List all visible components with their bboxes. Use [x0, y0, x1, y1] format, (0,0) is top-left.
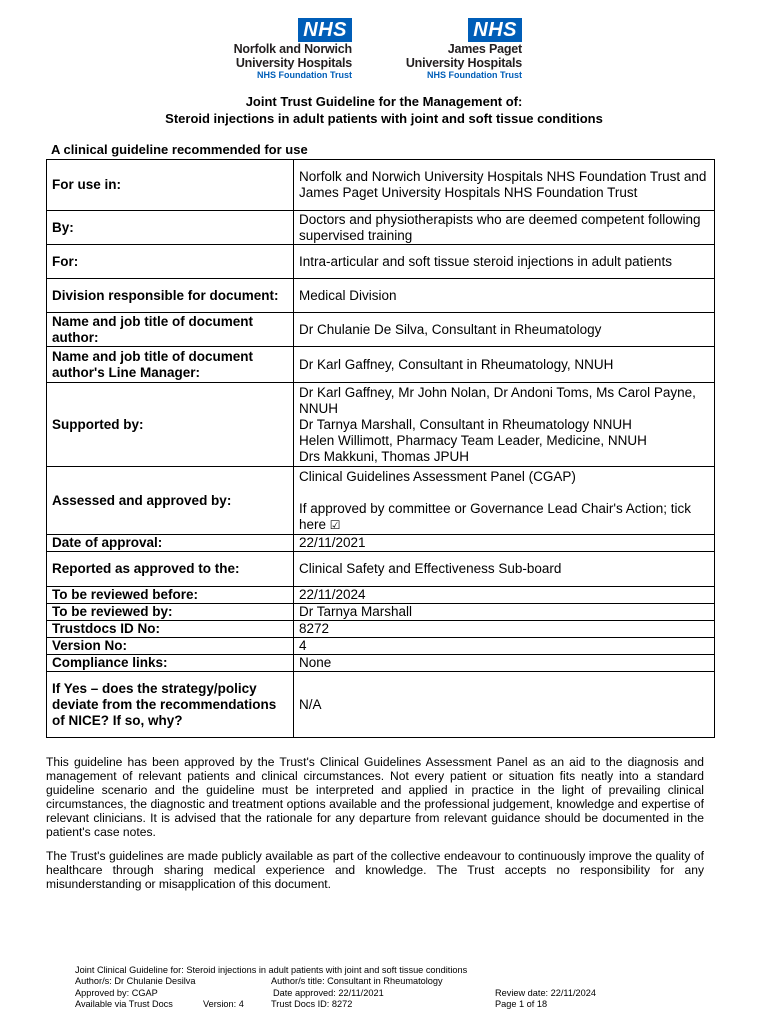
publication-paragraph: The Trust's guidelines are made publicly available as part of the collective endeavour to continuously improve the quality of healthcare through sharing medical experience and knowledge. The Trust accepts no responsibility for any misunderstanding or misapplication of this document. [46, 849, 704, 891]
table-row [47, 467, 715, 535]
row-value: Intra-articular and soft tissue steroid injections in adult patients [294, 245, 715, 279]
row-value: 22/11/2024 [294, 587, 715, 604]
row-label: Version No: [47, 638, 294, 655]
table-row [47, 552, 715, 587]
row-value: Medical Division [294, 279, 715, 313]
nhs-badge: NHS [468, 18, 522, 42]
row-label: For: [47, 245, 294, 279]
row-label: If Yes – does the strategy/policy deviate from the recommendations of NICE? If so, why? [47, 672, 294, 738]
row-value: 22/11/2021 [294, 535, 715, 552]
table-row [47, 535, 715, 552]
row-value [294, 467, 715, 535]
row-label: Trustdocs ID No: [47, 621, 294, 638]
table-row [47, 383, 715, 467]
row-value: N/A [294, 672, 715, 738]
footer-approved-by: Approved by: CGAP [75, 988, 158, 998]
row-value: None [294, 655, 715, 672]
nhs-badge: NHS [298, 18, 352, 42]
table-row [47, 672, 715, 738]
row-label: Name and job title of document author: [47, 313, 294, 347]
row-label: Supported by: [47, 383, 294, 467]
logo-trust-line: NHS Foundation Trust [257, 70, 352, 80]
footer-date-approved: Date approved: 22/11/2021 [273, 988, 384, 998]
row-value: Clinical Safety and Effectiveness Sub-board [294, 552, 715, 587]
table-row [47, 638, 715, 655]
table-row [47, 279, 715, 313]
footer-author-title: Author/s title: Consultant in Rheumatology [271, 976, 443, 986]
table-row [47, 347, 715, 383]
row-label: Assessed and approved by: [47, 467, 294, 535]
row-label: Name and job title of document author's Line Manager: [47, 347, 294, 383]
logo-org-line2: University Hospitals [235, 56, 352, 70]
table-row [47, 211, 715, 245]
table-row [47, 587, 715, 604]
disclaimer-paragraph: This guideline has been approved by the Trust's Clinical Guidelines Assessment Panel as an aid to the diagnosis and management of relevant patients and clinical circumstances. Not every patient or situation fits neatly into a standard guideline scenario and the guideline must be interpreted and applied in practice in the light of prevailing clinical circumstances, the diagnostic and treatment options available and the professional judgement, knowledge and expertise of relevant clinicians. It is advised that the rationale for any departure from relevant guidance should be documented in the patient's case notes. [46, 755, 704, 839]
jpuh-logo [382, 18, 522, 81]
row-value: 4 [294, 638, 715, 655]
row-value: Dr Tarnya Marshall [294, 604, 715, 621]
recommended-heading: A clinical guideline recommended for use [51, 142, 308, 157]
row-label: Date of approval: [47, 535, 294, 552]
approver-chair-text: If approved by committee or Governance Lead Chair's Action; tick here [299, 500, 692, 532]
supporter-line: Drs Makkuni, Thomas JPUH [299, 448, 470, 464]
approver-line: Clinical Guidelines Assessment Panel (CGAP) [299, 468, 576, 484]
logo-org-line1: James Paget [447, 42, 522, 56]
footer-authors: Author/s: Dr Chulanie Desilva [75, 976, 196, 986]
table-row [47, 604, 715, 621]
table-row [47, 621, 715, 638]
footer-version: Version: 4 [203, 999, 244, 1009]
table-row [47, 313, 715, 347]
document-title-line2: Steroid injections in adult patients with joint and soft tissue conditions [165, 111, 603, 126]
row-value: Dr Chulanie De Silva, Consultant in Rheumatology [294, 313, 715, 347]
footer-available: Available via Trust Docs [75, 999, 173, 1009]
row-label: To be reviewed before: [47, 587, 294, 604]
document-info-table [46, 159, 715, 738]
footer-docs-id: Trust Docs ID: 8272 [271, 999, 353, 1009]
document-title-line1: Joint Trust Guideline for the Management of: [245, 94, 523, 109]
row-value: 8272 [294, 621, 715, 638]
row-value: Doctors and physiotherapists who are deemed competent following supervised training [294, 211, 715, 245]
row-value: Dr Karl Gaffney, Consultant in Rheumatology, NNUH [294, 347, 715, 383]
nnuh-logo [222, 18, 352, 81]
row-label: Division responsible for document: [47, 279, 294, 313]
table-row [47, 655, 715, 672]
row-value [294, 383, 715, 467]
table-row [47, 160, 715, 211]
row-label: By: [47, 211, 294, 245]
logo-org-line2: University Hospitals [405, 56, 522, 70]
supporter-line: Helen Willimott, Pharmacy Team Leader, Medicine, NNUH [299, 432, 647, 448]
approver-line [299, 501, 709, 533]
table-row [47, 245, 715, 279]
logo-org-line1: Norfolk and Norwich [233, 42, 352, 56]
supporter-line: Dr Karl Gaffney, Mr John Nolan, Dr Andoni Toms, Ms Carol Payne, NNUH [299, 384, 696, 416]
row-label: To be reviewed by: [47, 604, 294, 621]
checkbox-checked-icon: ☑ [329, 517, 341, 532]
footer-page-number: Page 1 of 18 [495, 999, 548, 1009]
row-label: For use in: [47, 160, 294, 211]
row-label: Compliance links: [47, 655, 294, 672]
logo-trust-line: NHS Foundation Trust [427, 70, 522, 80]
footer-review-date: Review date: 22/11/2024 [495, 988, 596, 998]
footer-guideline-title: Joint Clinical Guideline for: Steroid injections in adult patients with joint and soft tissue conditions [75, 965, 468, 975]
supporter-line: Dr Tarnya Marshall, Consultant in Rheumatology NNUH [299, 416, 632, 432]
row-value: Norfolk and Norwich University Hospitals NHS Foundation Trust and James Paget University Hospitals NHS Foundation Trust [294, 160, 715, 211]
row-label: Reported as approved to the: [47, 552, 294, 587]
